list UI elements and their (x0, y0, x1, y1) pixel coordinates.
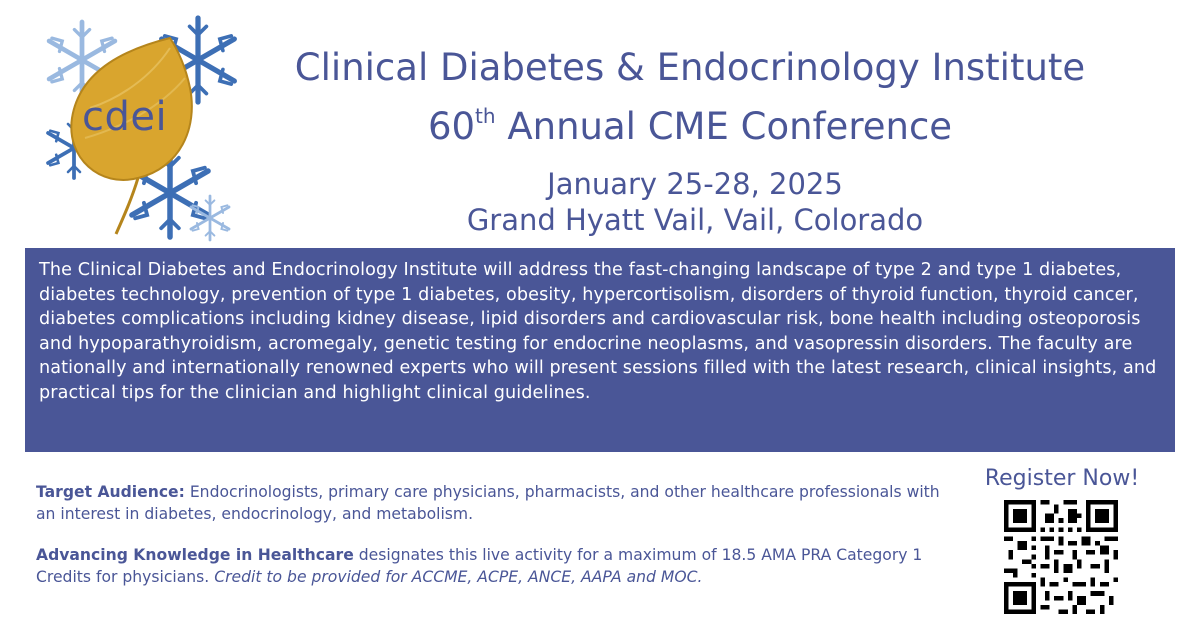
info-section (36, 481, 956, 607)
logo-text: cdei (82, 94, 168, 140)
credit-statement (36, 544, 956, 588)
target-audience-text: Endocrinologists, primary care physicians, pharmacists, and other healthcare professionals with an interest in diabetes, endocrinology, and metabolism. (36, 483, 940, 523)
description-box (25, 248, 1175, 452)
event-venue: Grand Hyatt Vail, Vail, Colorado (466, 203, 924, 237)
target-audience (36, 481, 956, 525)
credit-text: designates this live activity for a maximum of 18.5 AMA PRA Category 1 Credits for physicians. (36, 546, 923, 586)
target-audience-label: Target Audience: (36, 483, 185, 501)
qr-code-icon[interactable] (1004, 500, 1118, 614)
register-now-link[interactable]: Register Now! (984, 466, 1140, 491)
conference-title (220, 92, 1160, 151)
event-dates: January 25-28, 2025 (547, 167, 843, 201)
description-text: The Clinical Diabetes and Endocrinology Institute will address the fast-changing landscape of type 2 and type 1 diabetes, diabetes technology, prevention of type 1 diabetes, obesity, hypercortisolism, disorders of thyroid function, thyroid cancer, diabetes complications including kidney disease, lipid disorders and cardiovascular risk, bone health including osteoporosis and hypoparathyroidism, acromegaly, genetic testing for endocrine neoplasms, and vasopressin disorders. The faculty are nationally and internationally renowned experts who will present sessions filled with the latest research, clinical insights, and practical tips for the clinician and highlight clinical guidelines. (39, 260, 1157, 403)
conference-title-rest: Annual CME Conference (495, 105, 953, 148)
ordinal-number: 60 (427, 105, 476, 148)
credit-italic: Credit to be provided for ACCME, ACPE, ANCE, AAPA and MOC. (214, 568, 703, 586)
page-title: Clinical Diabetes & Endocrinology Institute (294, 46, 1086, 89)
credit-label: Advancing Knowledge in Healthcare (36, 546, 354, 564)
header (220, 44, 1160, 151)
event-details (400, 166, 990, 238)
ordinal-suffix: th (475, 104, 496, 128)
